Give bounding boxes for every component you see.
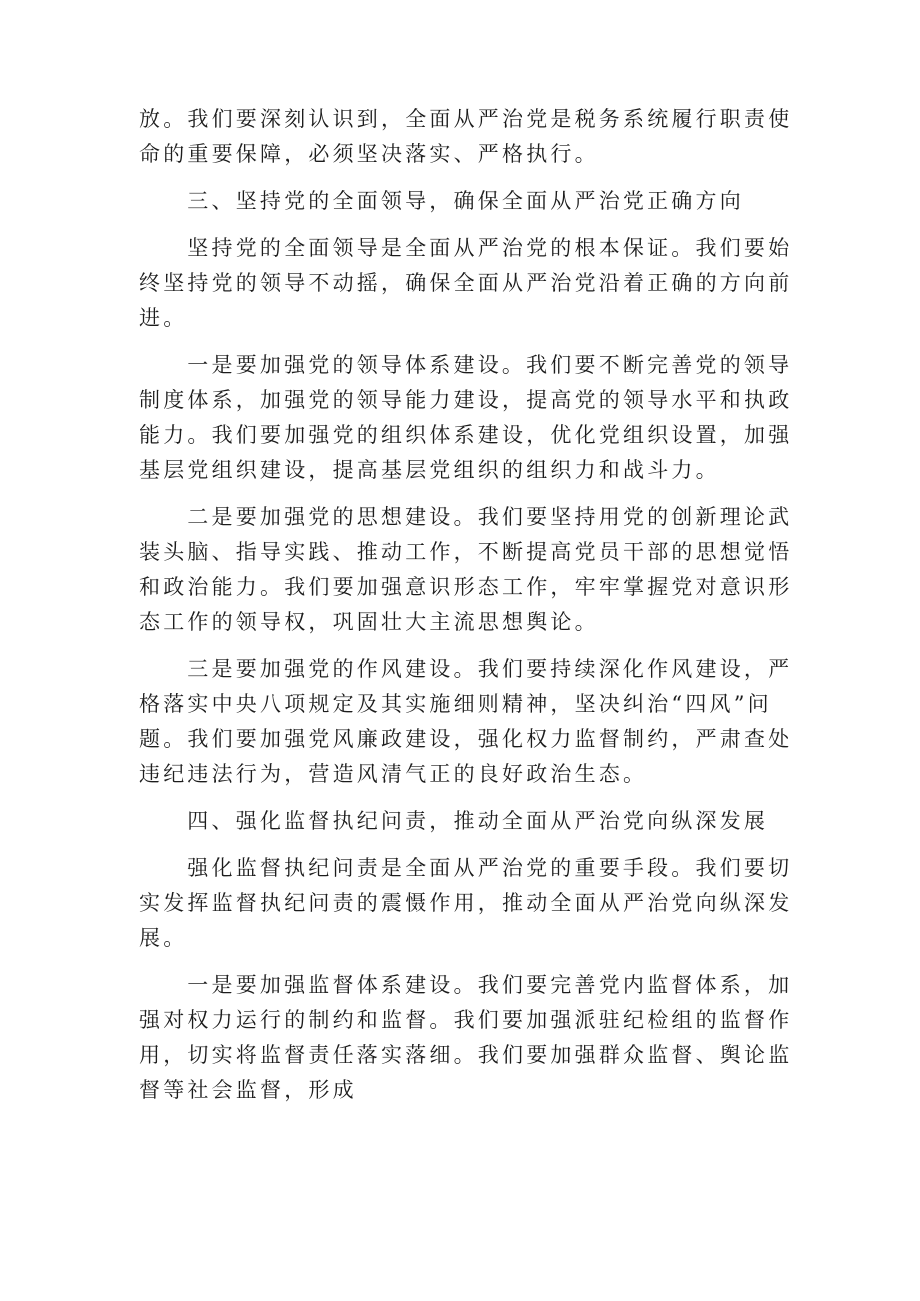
paragraph-section-3-intro: 坚持党的全面领导是全面从严治党的根本保证。我们要始终坚持党的领导不动摇，确保全面从严治党沿着正确的方向前进。	[139, 236, 793, 330]
paragraph-continuation: 放。我们要深刻认识到，全面从严治党是税务系统履行职责使命的重要保障，必须坚决落实、严格执行。	[139, 107, 793, 166]
paragraph-supervision-system: 一是要加强监督体系建设。我们要完善党内监督体系，加强对权力运行的制约和监督。我们要加强派驻纪检组的监督作用，切实将监督责任落实落细。我们要加强群众监督、舆论监督等社会监督，形成	[139, 973, 793, 1102]
paragraph-leadership-system: 一是要加强党的领导体系建设。我们要不断完善党的领导制度体系，加强党的领导能力建设，提高党的领导水平和执政能力。我们要加强党的组织体系建设，优化党组织设置，加强基层党组织建设，提高基层党组织的组织力和战斗力。	[139, 353, 793, 482]
paragraph-work-style: 三是要加强党的作风建设。我们要持续深化作风建设，严格落实中央八项规定及其实施细则精神，坚决纠治“四风”问题。我们要加强党风廉政建设，强化权力监督制约，严肃查处违纪违法行为，营造风清气正的良好政治生态。	[139, 657, 793, 786]
document-body	[139, 102, 799, 1108]
section-heading-4: 四、强化监督执纪问责，推动全面从严治党向纵深发展	[187, 809, 769, 833]
section-heading-3: 三、坚持党的全面领导，确保全面从严治党正确方向	[187, 189, 744, 213]
paragraph-ideological-building: 二是要加强党的思想建设。我们要坚持用党的创新理论武装头脑、指导实践、推动工作，不断提高党员干部的思想觉悟和政治能力。我们要加强意识形态工作，牢牢掌握党对意识形态工作的领导权，巩固壮大主流思想舆论。	[139, 505, 793, 634]
paragraph-section-4-intro: 强化监督执纪问责是全面从严治党的重要手段。我们要切实发挥监督执纪问责的震慑作用，推动全面从严治党向纵深发展。	[139, 856, 793, 950]
